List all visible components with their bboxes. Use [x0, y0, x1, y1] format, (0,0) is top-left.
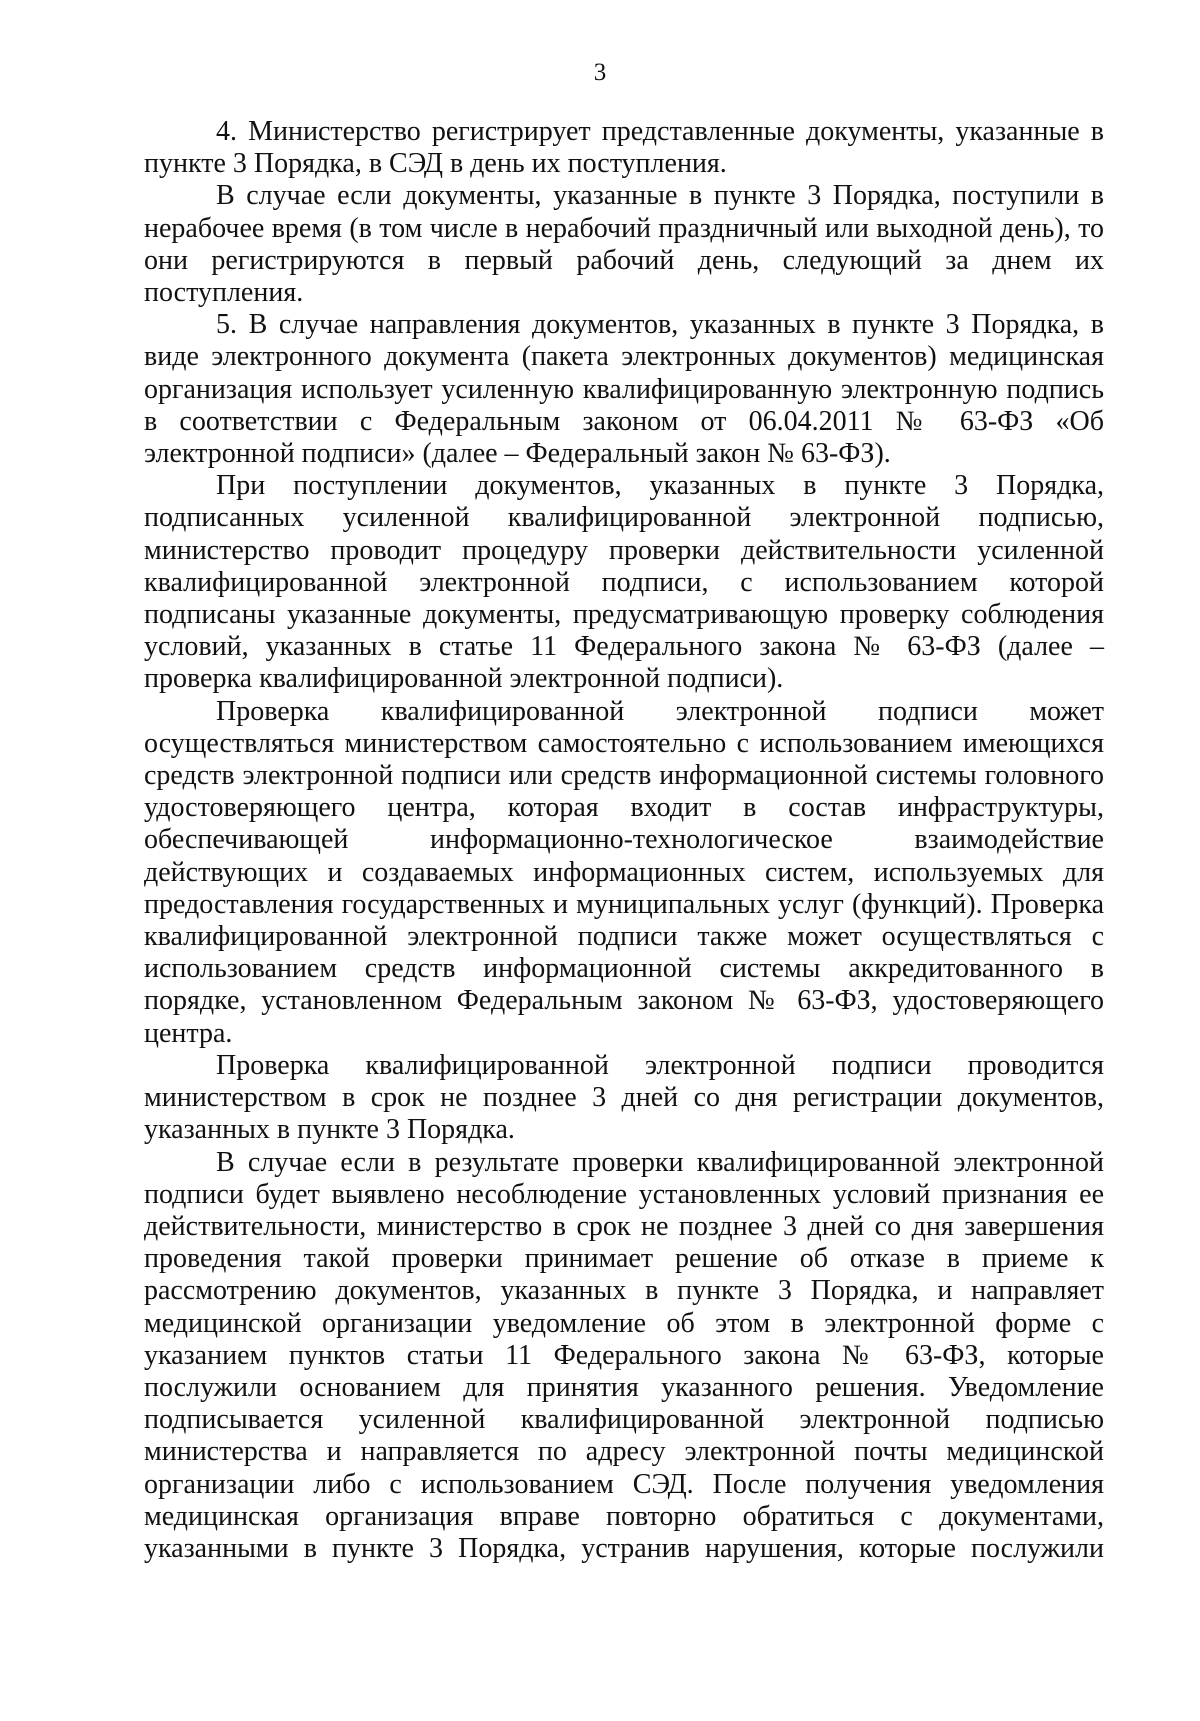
paragraph-verification-failure: В случае если в результате проверки квалифицированной электронной подписи будет выявлено несоблюдение установленных условий признания ее действительности, министерство в срок не позднее 3 дней со дня завершения проведения такой проверки принимает решение об отказе в приеме к рассмотрению документов, указанных в пункте 3 Порядка, и направляет медицинской организации уведомление об этом в электронной форме с указанием пунктов статьи 11 Федерального закона № 63-ФЗ, которые послужили основанием для принятия указанного решения. Уведомление подписывается усиленной квалифицированной электронной подписью министерства и направляется по адресу электронной почты медицинской организации либо с использованием СЭД. После получения уведомления медицинская организация вправе повторно обратиться с документами, указанными в пункте 3 Порядка, устранив нарушения, которые послужили	[144, 1146, 1104, 1564]
page-number: 3	[593, 59, 607, 86]
paragraph-registration-nonworking-time: В случае если документы, указанные в пункте 3 Порядка, поступили в нерабочее время (в том числе в нерабочий праздничный или выходной день), то они регистрируются в первый рабочий день, следующий за днем их поступления.	[144, 180, 1104, 309]
paragraph-item-5: 5. В случае направления документов, указанных в пункте 3 Порядка, в виде электронного документа (пакета электронных документов) медицинская организация использует усиленную квалифицированную электронную подпись в соответствии с Федеральным законом от 06.04.2011 № 63-ФЗ «Об электронной подписи» (далее – Федеральный закон № 63-ФЗ).	[144, 309, 1104, 470]
document-body	[144, 116, 1104, 1565]
paragraph-signature-verification-procedure: При поступлении документов, указанных в пункте 3 Порядка, подписанных усиленной квалифицированной электронной подписью, министерство проводит процедуру проверки действительности усиленной квалифицированной электронной подписи, с использованием которой подписаны указанные документы, предусматривающую проверку соблюдения условий, указанных в статье 11 Федерального закона № 63-ФЗ (далее – проверка квалифицированной электронной подписи).	[144, 470, 1104, 695]
paragraph-verification-means: Проверка квалифицированной электронной подписи может осуществляться министерством самостоятельно с использованием имеющихся средств электронной подписи или средств информационной системы головного удостоверяющего центра, которая входит в состав инфраструктуры, обеспечивающей информационно-технологическое взаимодействие действующих и создаваемых информационных систем, используемых для предоставления государственных и муниципальных услуг (функций). Проверка квалифицированной электронной подписи также может осуществляться с использованием средств информационной системы аккредитованного в порядке, установленном Федеральным законом № 63-ФЗ, удостоверяющего центра.	[144, 695, 1104, 1049]
paragraph-verification-deadline: Проверка квалифицированной электронной подписи проводится министерством в срок не позднее 3 дней со дня регистрации документов, указанных в пункте 3 Порядка.	[144, 1049, 1104, 1146]
paragraph-item-4: 4. Министерство регистрирует представленные документы, указанные в пункте 3 Порядка, в СЭД в день их поступления.	[144, 116, 1104, 180]
